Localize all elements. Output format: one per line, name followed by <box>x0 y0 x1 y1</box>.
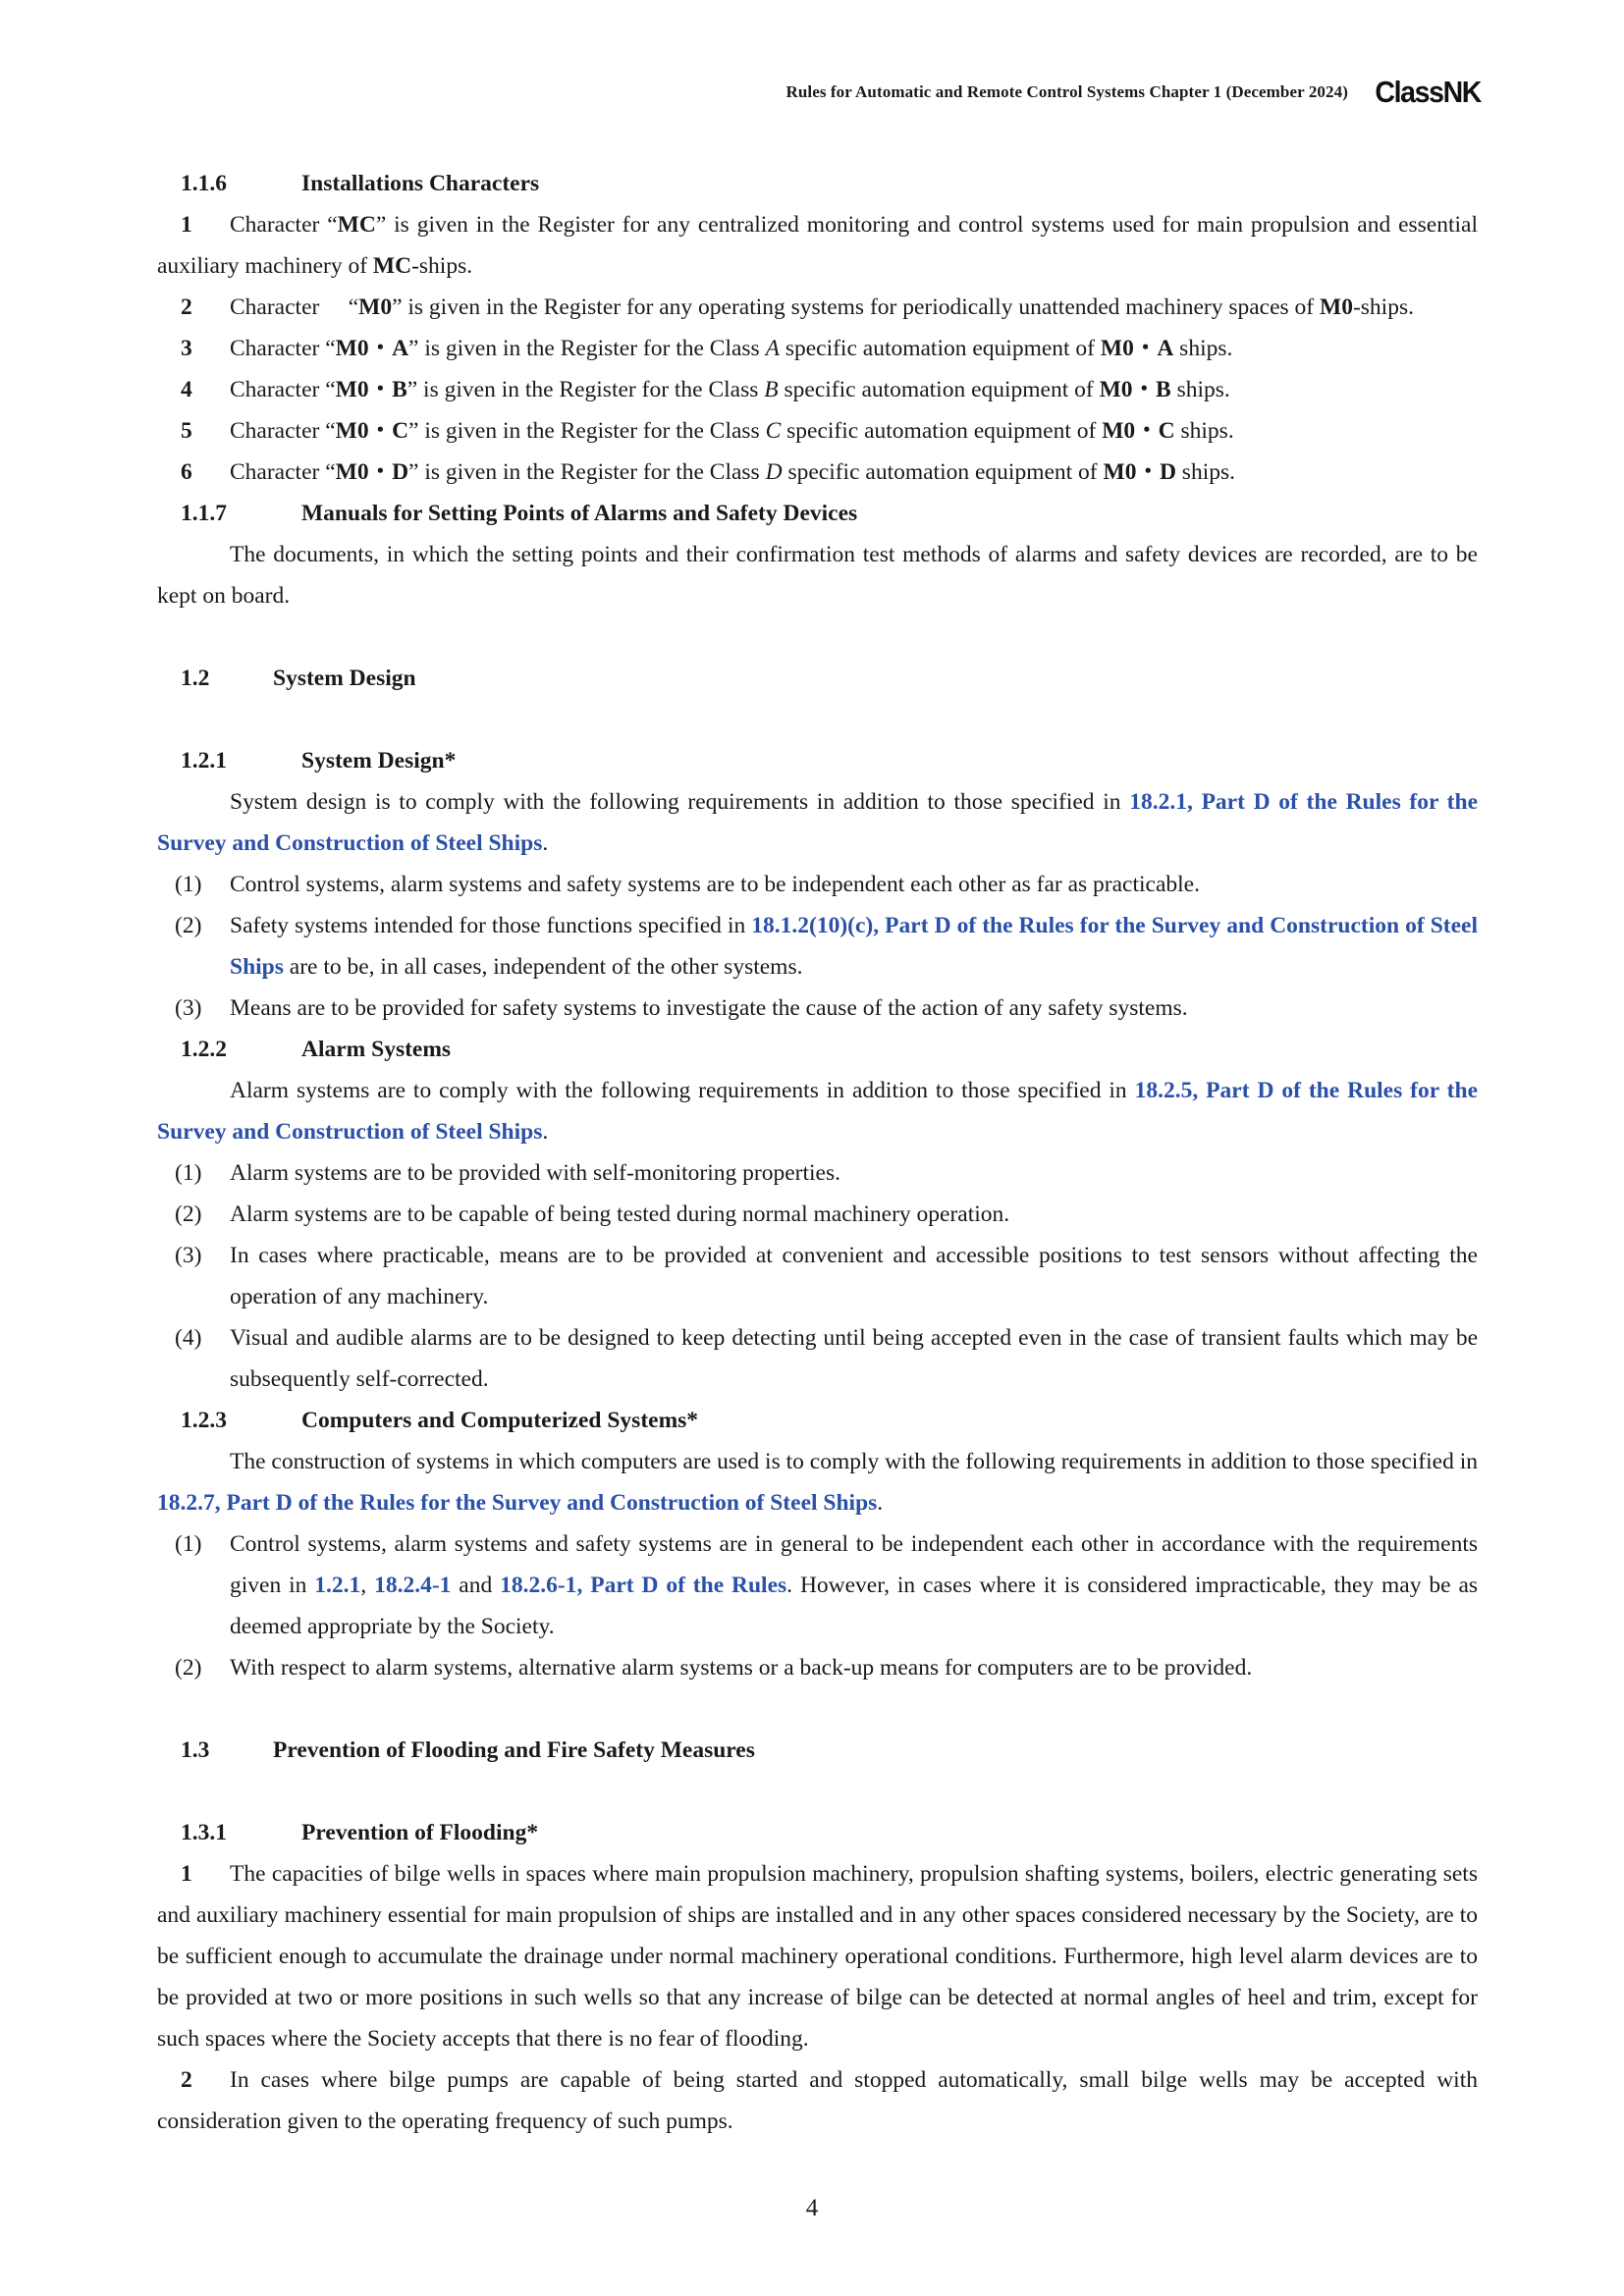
paragraph-number: 6 <box>181 459 192 485</box>
list-item-number: (2) <box>175 1201 202 1227</box>
reference-link[interactable]: Part D of the Rules for the Survey and Construction of Steel Ships <box>230 913 1479 980</box>
text: Alarm systems are to comply with the following requirements in addition to those specified in <box>230 1078 1135 1103</box>
section-heading-1-1-6 <box>157 163 1478 204</box>
list-item <box>157 988 1478 1029</box>
text: In cases where bilge pumps are capable of being started and stopped automatically, small bilge wells may be accepted with consideration given to the operating frequency of such pumps. <box>157 2067 1478 2134</box>
list-item-number: (1) <box>175 872 202 897</box>
text-bold: M0・A <box>1100 336 1174 361</box>
document-body <box>157 163 1478 2142</box>
text: . <box>542 830 549 856</box>
text: ” is given in the Register for the Class <box>408 336 766 361</box>
page-number: 4 <box>805 2195 819 2221</box>
list-item-number: (1) <box>175 1160 202 1186</box>
text: specific automation equipment of <box>782 459 1104 485</box>
list-item <box>157 1523 1478 1647</box>
text-italic: D <box>765 459 783 485</box>
section-heading-1-2 <box>157 658 1478 699</box>
paragraph-number: 1 <box>181 1861 192 1887</box>
section-title: Prevention of Flooding and Fire Safety Measures <box>273 1737 755 1763</box>
paragraph-3 <box>157 328 1478 369</box>
spacer <box>157 1771 1478 1812</box>
text: , <box>360 1573 375 1598</box>
reference-link[interactable]: Part D of the Rules for the Survey and Construction of Steel Ships <box>226 1490 878 1516</box>
paragraph-6 <box>157 452 1478 493</box>
text-bold: M0・C <box>335 418 409 444</box>
text-italic: A <box>765 336 780 361</box>
text-bold: M0・B <box>335 377 407 402</box>
list-item-text: Means are to be provided for safety systems to investigate the cause of the action of any safety systems. <box>230 995 1188 1021</box>
text: ” is given in the Register for the Class <box>406 377 765 402</box>
reference-link[interactable]: 18.2.7 <box>157 1490 215 1516</box>
paragraph-number: 3 <box>181 336 192 361</box>
reference-link[interactable]: Part D of the Rules <box>590 1573 787 1598</box>
section-number: 1.2.3 <box>181 1408 227 1433</box>
text-italic: B <box>764 377 779 402</box>
section-title: Manuals for Setting Points of Alarms and Safety Devices <box>301 501 858 526</box>
section-heading-1-2-3 <box>157 1400 1478 1441</box>
spacer <box>157 1688 1478 1730</box>
section-heading-1-3 <box>157 1730 1478 1771</box>
list-item-number: (2) <box>175 1655 202 1681</box>
text: specific automation equipment of <box>778 377 1100 402</box>
text: ships. <box>1170 377 1230 402</box>
text-bold: MC <box>337 212 376 238</box>
reference-link[interactable]: 18.2.5 <box>1134 1078 1193 1103</box>
paragraph-number: 5 <box>181 418 192 444</box>
text: , <box>214 1490 227 1516</box>
paragraph-intro <box>157 1070 1478 1152</box>
list-item-text: With respect to alarm systems, alternative alarm systems or a back-up means for computers are to be provided. <box>230 1655 1253 1681</box>
list-item-text: Alarm systems are to be provided with self-monitoring properties. <box>230 1160 840 1186</box>
section-title: Alarm Systems <box>301 1037 452 1062</box>
paragraph-1 <box>157 1853 1478 2059</box>
text: -ships. <box>411 253 473 279</box>
paragraph-number: 1 <box>181 212 192 238</box>
paragraph-number: 2 <box>181 294 192 320</box>
section-title: Computers and Computerized Systems* <box>301 1408 699 1433</box>
section-heading-1-2-2 <box>157 1029 1478 1070</box>
reference-link[interactable]: 18.2.4-1 <box>374 1573 452 1598</box>
section-title: System Design* <box>301 748 457 774</box>
header-title: Rules for Automatic and Remote Control Systems Chapter 1 (December 2024) <box>785 82 1348 101</box>
paragraph-1 <box>157 204 1478 287</box>
text-bold: M0 <box>1320 294 1353 320</box>
section-number: 1.2.2 <box>181 1037 227 1062</box>
list-item <box>157 1194 1478 1235</box>
reference-link[interactable]: 18.2.1 <box>1129 789 1187 815</box>
text-bold: M0・B <box>1099 377 1171 402</box>
list-item <box>157 1317 1478 1400</box>
list-item-text: Visual and audible alarms are to be designed to keep detecting until being accepted even in the case of transient faults which may be subsequently self-corrected. <box>230 1325 1478 1392</box>
text: . <box>542 1119 549 1145</box>
list-item-number: (2) <box>175 913 202 938</box>
paragraph-intro <box>157 781 1478 864</box>
text: ” is given in the Register for the Class <box>408 459 766 485</box>
paragraph-2 <box>157 2059 1478 2142</box>
text: Control systems, alarm systems and safety systems are in general to be independent each other in accordance with the requirements given in <box>230 1531 1478 1598</box>
list-item-number: (1) <box>175 1531 202 1557</box>
text: Character “ <box>230 418 336 444</box>
text: The construction of systems in which computers are used is to comply with the following requirements in addition to those specified in <box>230 1449 1478 1474</box>
reference-link[interactable]: Part D of the Rules for the Survey and Construction of Steel Ships <box>157 1078 1479 1145</box>
section-heading-1-1-7 <box>157 493 1478 534</box>
page-header <box>393 75 1481 110</box>
section-number: 1.1.6 <box>181 171 227 196</box>
list-item <box>157 864 1478 905</box>
text: ships. <box>1175 459 1235 485</box>
list-item-text <box>230 1523 1478 1647</box>
text: Character “ <box>230 459 336 485</box>
text: and <box>451 1573 501 1598</box>
list-item-number: (3) <box>175 1243 202 1268</box>
list-item-number: (4) <box>175 1325 202 1351</box>
text-bold: M0・D <box>335 459 409 485</box>
text: are to be, in all cases, independent of the other systems. <box>283 954 803 980</box>
paragraph-number: 2 <box>181 2067 192 2093</box>
text: . However, in cases where it is considered impracticable, they may be as deemed appropriate by the Society. <box>230 1573 1479 1639</box>
section-number: 1.2 <box>181 666 210 691</box>
list-item-text: Control systems, alarm systems and safety systems are to be independent each other as far as practicable. <box>230 872 1200 897</box>
text-italic: C <box>765 418 782 444</box>
text-bold: M0・C <box>1102 418 1175 444</box>
section-heading-1-3-1 <box>157 1812 1478 1853</box>
list-item-text: In cases where practicable, means are to be provided at convenient and accessible positions to test sensors without affecting the operation of any machinery. <box>230 1243 1478 1309</box>
reference-link[interactable]: 1.2.1 <box>314 1573 361 1598</box>
text: -ships. <box>1352 294 1414 320</box>
paragraph-4 <box>157 369 1478 410</box>
text-bold: M0・D <box>1103 459 1176 485</box>
text: ” is given in the Register for any operating systems for periodically unattended machinery spaces of <box>392 294 1321 320</box>
text: The capacities of bilge wells in spaces where main propulsion machinery, propulsion shafting systems, boilers, electric generating sets and auxiliary machinery essential for main propulsion of ships are installed and in any other spaces considered necessary by the Society, are to be sufficient enough to accumulate the drainage under normal machinery operational conditions. Furthermore, high level alarm devices are to be provided at two or more positions in such wells so that any increase of bilge can be detected at normal angles of heel and trim, except for such spaces where the Society accepts that there is no fear of flooding. <box>157 1861 1478 2052</box>
section-title: Prevention of Flooding* <box>301 1820 539 1845</box>
text-bold: M0 <box>358 294 393 320</box>
text: ” is given in the Register for the Class <box>408 418 766 444</box>
text: , <box>1192 1078 1207 1103</box>
text: ” is given in the Register for any centralized monitoring and control systems used for main propulsion and essential auxiliary machinery of <box>157 212 1479 279</box>
list-item <box>157 1152 1478 1194</box>
text: ships. <box>1174 418 1234 444</box>
text: Character “ <box>230 377 336 402</box>
text: . <box>877 1490 884 1516</box>
spacer <box>157 699 1478 740</box>
text: , <box>1186 789 1202 815</box>
reference-link[interactable]: 18.1.2(10)(c) <box>751 913 874 938</box>
paragraph-intro <box>157 1441 1478 1523</box>
section-heading-1-2-1 <box>157 740 1478 781</box>
paragraph-number: 4 <box>181 377 192 402</box>
spacer <box>157 616 1478 658</box>
section-number: 1.1.7 <box>181 501 227 526</box>
text: specific automation equipment of <box>779 336 1101 361</box>
text-bold: M0・A <box>335 336 409 361</box>
section-number: 1.2.1 <box>181 748 227 774</box>
section-title: System Design <box>273 666 416 691</box>
list-item-text <box>230 905 1478 988</box>
text: Character “ <box>230 212 338 238</box>
section-number: 1.3.1 <box>181 1820 227 1845</box>
section-number: 1.3 <box>181 1737 210 1763</box>
text-bold: MC <box>372 253 412 279</box>
text: , <box>576 1573 591 1598</box>
text: , <box>873 913 886 938</box>
paragraph-body: The documents, in which the setting points and their confirmation test methods of alarms and safety devices are recorded, are to be kept on board. <box>157 542 1478 609</box>
text: Character “ <box>230 294 359 320</box>
text: ships. <box>1173 336 1233 361</box>
list-item <box>157 1647 1478 1688</box>
list-item <box>157 905 1478 988</box>
text: specific automation equipment of <box>781 418 1103 444</box>
text: Character “ <box>230 336 336 361</box>
reference-link[interactable]: 18.2.6-1 <box>500 1573 577 1598</box>
section-title: Installations Characters <box>301 171 540 196</box>
classnk-logo: ClassNK <box>1375 75 1481 109</box>
text: System design is to comply with the following requirements in addition to those specified in <box>230 789 1130 815</box>
list-item-text: Alarm systems are to be capable of being tested during normal machinery operation. <box>230 1201 1010 1227</box>
list-item-number: (3) <box>175 995 202 1021</box>
reference-link[interactable]: Part D of the Rules for the Survey and Construction of Steel Ships <box>157 789 1479 856</box>
paragraph-5 <box>157 410 1478 452</box>
paragraph-2 <box>157 287 1478 328</box>
list-item <box>157 1235 1478 1317</box>
text: Safety systems intended for those functions specified in <box>230 913 752 938</box>
